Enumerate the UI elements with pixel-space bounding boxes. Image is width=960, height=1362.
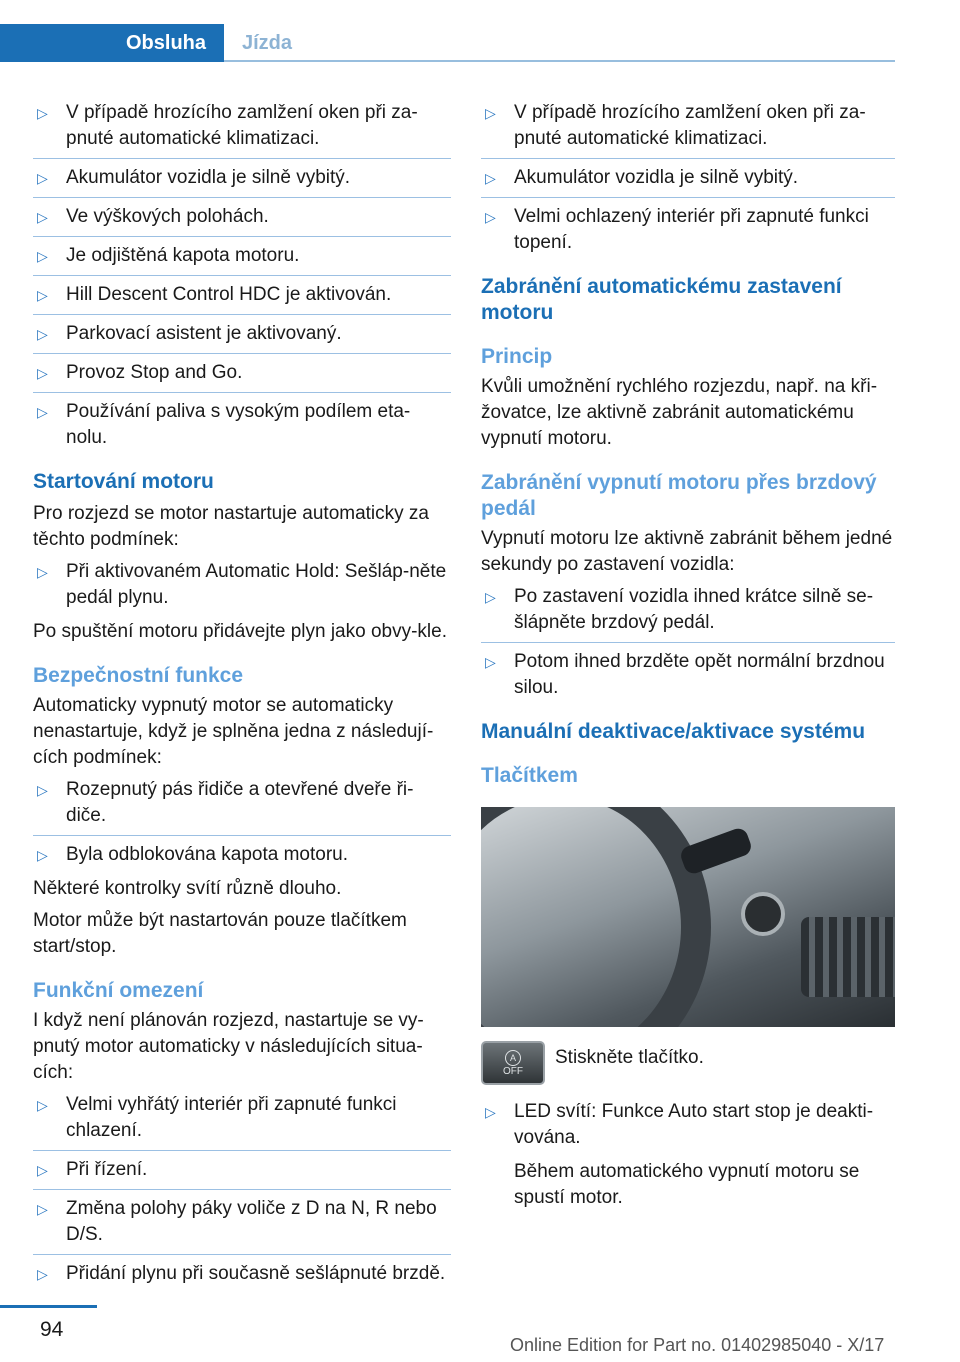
page-number: 94 [40,1318,64,1341]
bullet-subparagraph: Během automatického vypnutí motoru se spustí motor. [514,1161,860,1208]
heading-zabraneni: Zabránění automatickému zastavení motoru [481,275,842,324]
header-divider [224,60,895,62]
paragraph: Pro rozjezd se motor nastartuje automaticky za těchto podmínek: [33,503,430,550]
left-column [33,100,451,1295]
list-item: ▷ Je odjištěná kapota motoru. [33,243,451,276]
triangle-bullet-icon: ▷ [37,847,48,863]
triangle-bullet-icon: ▷ [37,404,48,420]
list-item: ▷ Byla odblokována kapota motoru. [33,842,451,868]
list-item: ▷ Velmi ochlazený interiér při zapnuté funkci topení. [485,206,869,253]
paragraph: Motor může být nastartován pouze tlačítkem start/stop. [33,910,407,957]
list-item: ▷ Při aktivovaném Automatic Hold: Sešláp-něte pedál plynu. [37,561,447,608]
triangle-bullet-icon: ▷ [485,1104,496,1120]
press-button-text: Stiskněte tlačítko. [555,1047,704,1068]
heading-tlacitkem: Tlačítkem [481,764,578,787]
stalk-shape [678,826,753,876]
steering-wheel-shape [481,807,711,1027]
list-item: ▷ Parkovací asistent je aktivovaný. [33,321,451,354]
list-item: ▷ Používání paliva s vysokým podílem eta-nolu. [37,401,411,448]
auto-start-stop-icon: A OFF [481,1041,545,1085]
list-item: ▷ Při řízení. [33,1157,451,1190]
paragraph: I když není plánován rozjezd, nastartuje se vy-pnutý motor automaticky v následujících situa-cích: [33,1010,424,1083]
list-item: ▷ Velmi vyhřátý interiér při zapnuté funkci chlazení. [33,1092,451,1151]
list-item: ▷ V případě hrozícího zamlžení oken při za-pnuté automatické klimatizaci. [481,100,895,159]
list-item: ▷ Změna polohy páky voliče z D na N, R nebo D/S. [33,1196,451,1255]
triangle-bullet-icon: ▷ [37,209,48,225]
auto-start-stop-button-shape [741,892,785,936]
list-item: ▷ Ve výškových polohách. [33,204,451,237]
tab-jizda[interactable]: Jízda [242,31,293,54]
triangle-bullet-icon: ▷ [485,105,496,121]
tab-obsluha[interactable]: Obsluha [0,24,224,62]
list-item: ▷ V případě hrozícího zamlžení oken při za-pnuté automatické klimatizaci. [33,100,451,159]
triangle-bullet-icon: ▷ [37,564,48,580]
list-item: ▷ LED svítí: Funkce Auto start stop je deakti-vována. Během automatického vypnutí motoru se spustí motor. [481,1099,895,1211]
triangle-bullet-icon: ▷ [37,248,48,264]
right-column [481,100,895,1219]
list-item: ▷ Provoz Stop and Go. [33,360,451,393]
heading-princip: Princip [481,345,553,368]
triangle-bullet-icon: ▷ [37,1266,48,1282]
list-item: ▷ Rozepnutý pás řidiče a otevřené dveře ři-diče. [33,777,451,836]
page-number-rule [0,1305,97,1308]
air-vent-shape [801,917,895,997]
triangle-bullet-icon: ▷ [37,105,48,121]
heading-brzdovy-pedal: Zabránění vypnutí motoru přes brzdový pedál [481,471,877,520]
list-item: ▷ Hill Descent Control HDC je aktivován. [33,282,451,315]
triangle-bullet-icon: ▷ [485,170,496,186]
triangle-bullet-icon: ▷ [37,782,48,798]
triangle-bullet-icon: ▷ [37,170,48,186]
paragraph: Automaticky vypnutý motor se automaticky nenastartuje, když je splněna jedna z následují-cích podmínek: [33,695,434,768]
dashboard-photo [481,807,895,1027]
paragraph: Vypnutí motoru lze aktivně zabránit během jedné sekundy po zastavení vozidla: [481,528,893,575]
list-item: ▷ Potom ihned brzděte opět normální brzdnou silou. [485,651,885,698]
paragraph: Kvůli umožnění rychlého rozjezdu, např. na kři-žovatce, lze aktivně zabránit automatickému vypnutí motoru. [481,376,878,449]
edition-footer: Online Edition for Part no. 01402985040 - X/17 [510,1335,885,1355]
triangle-bullet-icon: ▷ [37,1097,48,1113]
triangle-bullet-icon: ▷ [37,287,48,303]
button-instruction [481,1041,895,1085]
triangle-bullet-icon: ▷ [485,589,496,605]
heading-bezpecnostni: Bezpečnostní funkce [33,664,244,687]
heading-startovani: Startování motoru [33,470,214,493]
triangle-bullet-icon: ▷ [37,1201,48,1217]
heading-manualni: Manuální deaktivace/aktivace systému [481,720,866,743]
triangle-bullet-icon: ▷ [485,654,496,670]
header-tabs [0,24,895,62]
triangle-bullet-icon: ▷ [37,1162,48,1178]
triangle-bullet-icon: ▷ [37,326,48,342]
heading-funkcni-omezeni: Funkční omezení [33,979,204,1002]
triangle-bullet-icon: ▷ [485,209,496,225]
paragraph: Některé kontrolky svítí různě dlouho. [33,878,342,899]
list-item: ▷ Po zastavení vozidla ihned krátce silně se-šlápněte brzdový pedál. [481,584,895,643]
list-item: ▷ Akumulátor vozidla je silně vybitý. [33,165,451,198]
list-item: ▷ Přidání plynu při současně sešlápnuté brzdě. [33,1261,451,1287]
list-item: ▷ Akumulátor vozidla je silně vybitý. [481,165,895,198]
triangle-bullet-icon: ▷ [37,365,48,381]
paragraph: Po spuštění motoru přidávejte plyn jako obvy-kle. [33,621,447,642]
